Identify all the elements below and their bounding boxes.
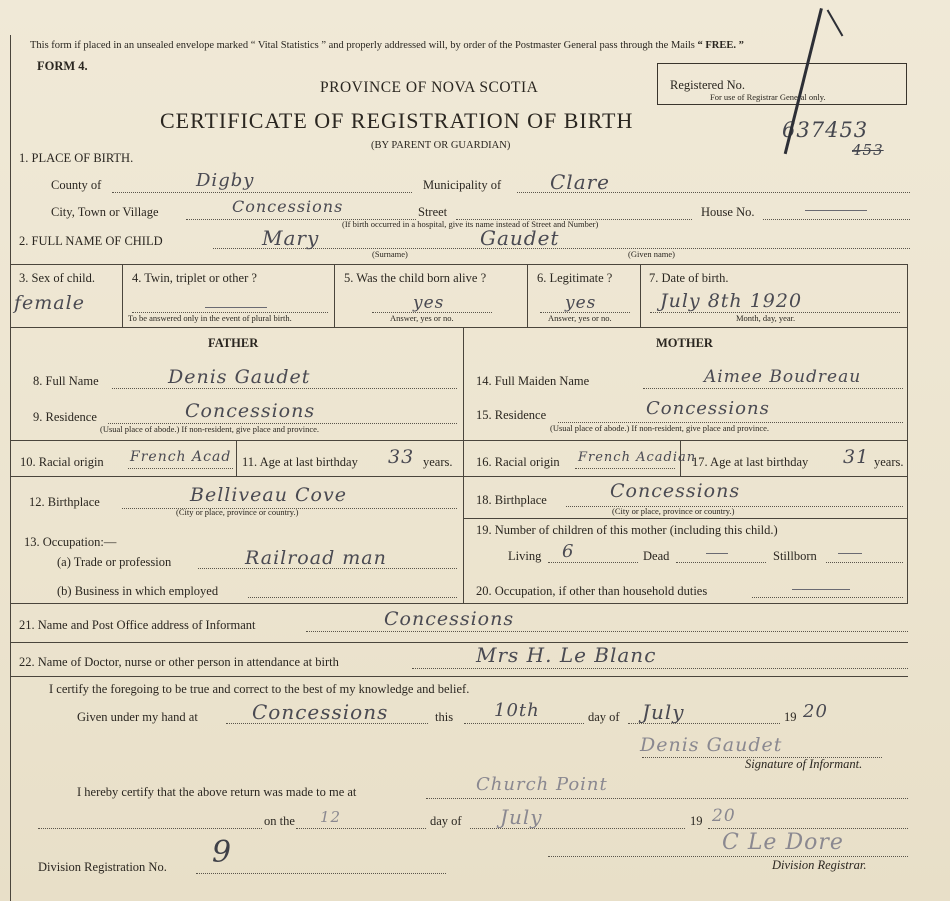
registrar-month-value: July <box>500 805 543 829</box>
certificate-title: CERTIFICATE OF REGISTRATION OF BIRTH <box>160 108 634 133</box>
mother-name-line <box>643 388 903 389</box>
mother-heading: MOTHER <box>656 336 713 350</box>
surname-note: (Surname) <box>372 249 408 259</box>
notice-post: and properly addressed will, by order of the Postmaster General pass through the Mails <box>328 40 695 51</box>
row3-bottom-rule <box>10 327 908 328</box>
registrar-year-line <box>708 828 908 829</box>
alive-value: yes <box>413 293 445 313</box>
legitimate-value: yes <box>565 293 597 313</box>
alive-label: 5. Was the child born alive ? <box>344 271 487 285</box>
father-racial-label: 10. Racial origin <box>20 455 104 469</box>
father-name-label: 8. Full Name <box>33 374 99 388</box>
given-day-line <box>464 723 584 724</box>
father-age-value: 33 <box>388 446 415 468</box>
father-birthplace-value: Belliveau Cove <box>190 484 347 506</box>
mother-occupation-label: 20. Occupation, if other than household duties <box>476 584 708 598</box>
living-label: Living <box>508 549 542 563</box>
given-month-value: July <box>642 700 685 724</box>
father-racial-line <box>128 468 233 469</box>
father-name-value: Denis Gaudet <box>168 366 311 388</box>
house-label: House No. <box>701 205 755 219</box>
child-surname-value: Mary <box>262 226 320 250</box>
mother-years: years. <box>874 455 904 469</box>
mother-mid-rule-2 <box>463 476 908 477</box>
father-heading: FATHER <box>208 336 259 350</box>
registrar-year-value: 20 <box>712 806 736 826</box>
row3-div-4 <box>640 264 641 327</box>
registrar-year-prefix: 19 <box>690 814 703 828</box>
living-value: 6 <box>562 541 575 562</box>
child-given-value: Gaudet <box>480 226 560 250</box>
alive-note: Answer, yes or no. <box>390 313 454 323</box>
informant-signature: Denis Gaudet <box>640 734 783 756</box>
registrar-statement: I hereby certify that the above return was made to me at <box>77 785 357 799</box>
certificate-subtitle: (BY PARENT OR GUARDIAN) <box>371 140 511 151</box>
father-racial-value: French Acad <box>130 449 232 465</box>
father-business-line <box>248 597 457 598</box>
registrar-on-the-label: on the <box>264 814 295 828</box>
father-years: years. <box>423 455 453 469</box>
given-place-value: Concessions <box>252 700 389 724</box>
registered-label: Registered No. <box>670 78 745 92</box>
municipality-label: Municipality of <box>423 178 502 192</box>
informant-label: 21. Name and Post Office address of Informant <box>19 618 256 632</box>
living-line <box>548 562 638 563</box>
doctor-rule <box>10 676 908 677</box>
stillborn-dash <box>838 553 862 554</box>
mother-name-label: 14. Full Maiden Name <box>476 374 590 388</box>
place-of-birth-heading: 1. PLACE OF BIRTH. <box>19 151 134 165</box>
father-trade-label: (a) Trade or profession <box>57 555 172 569</box>
mother-birthplace-value: Concessions <box>610 480 741 502</box>
child-name-label: 2. FULL NAME OF CHILD <box>19 234 163 248</box>
father-birthplace-label: 12. Birthplace <box>29 495 100 509</box>
dead-line <box>676 562 766 563</box>
division-registration-line <box>196 873 446 874</box>
certify-statement: I certify the foregoing to be true and correct to the best of my knowledge and belief. <box>49 682 470 696</box>
father-age-label: 11. Age at last birthday <box>242 455 358 469</box>
mother-occupation-line <box>752 597 903 598</box>
father-name-line <box>112 388 457 389</box>
mother-residence-note: (Usual place of abode.) If non-resident, give place and province. <box>550 423 770 433</box>
registrar-place-value: Church Point <box>476 774 608 795</box>
registrar-place-line <box>426 798 908 799</box>
sex-value: female <box>14 292 85 314</box>
sex-label: 3. Sex of child. <box>19 271 96 285</box>
given-note: (Given name) <box>628 249 675 259</box>
mother-residence-value: Concessions <box>646 398 770 419</box>
twin-label: 4. Twin, triplet or other ? <box>132 271 257 285</box>
province-heading: PROVINCE OF NOVA SCOTIA <box>320 79 539 96</box>
legitimate-label: 6. Legitimate ? <box>537 271 613 285</box>
informant-line <box>306 631 908 632</box>
doctor-value: Mrs H. Le Blanc <box>476 643 657 667</box>
dead-label: Dead <box>643 549 670 563</box>
twin-note: To be answered only in the event of plural birth. <box>128 313 292 323</box>
father-residence-value: Concessions <box>185 400 316 422</box>
parents-mid-rule-1 <box>10 440 908 441</box>
row3-div-3 <box>527 264 528 327</box>
form-number: FORM 4. <box>37 59 88 73</box>
informant-rule <box>10 642 908 643</box>
mother-age-value: 31 <box>843 446 870 468</box>
registrar-lead-line <box>38 828 262 829</box>
father-residence-note: (Usual place of abode.) If non-resident, give place and province. <box>100 424 320 434</box>
pen-stroke-tip <box>827 10 844 37</box>
registrar-signature-label: Division Registrar. <box>772 858 867 872</box>
this-label: this <box>435 710 454 724</box>
mother-racial-line <box>575 468 675 469</box>
row3-div-2 <box>334 264 335 327</box>
twin-dash <box>205 307 267 308</box>
doctor-line <box>412 668 908 669</box>
county-line <box>112 192 412 193</box>
county-label: County of <box>51 178 102 192</box>
given-year-prefix: 19 <box>784 710 797 724</box>
street-note: (If birth occurred in a hospital, give its name instead of Street and Number) <box>342 219 599 229</box>
given-year-value: 20 <box>803 701 828 722</box>
mother-mid-rule-3 <box>463 518 908 519</box>
division-registration-label: Division Registration No. <box>38 860 167 874</box>
street-label: Street <box>418 205 448 219</box>
mother-age-label: 17. Age at last birthday <box>692 455 809 469</box>
given-day-value: 10th <box>494 700 540 721</box>
informant-value: Concessions <box>384 608 515 630</box>
notice-pre: This form if placed in an unsealed envelope marked <box>30 40 249 51</box>
father-mid-rule-2 <box>10 476 463 477</box>
notice-free: “ FREE. ” <box>697 40 744 51</box>
father-residence-label: 9. Residence <box>33 410 97 424</box>
father-birthplace-note: (City or place, province or country.) <box>176 507 299 517</box>
dob-note: Month, day, year. <box>736 313 796 323</box>
struck-number: 453 <box>852 141 884 159</box>
notice-quote: “ Vital Statistics ” <box>250 40 327 51</box>
registered-note: For use of Registrar General only. <box>710 92 826 102</box>
house-line <box>763 219 910 220</box>
stillborn-label: Stillborn <box>773 549 817 563</box>
registrar-signature: C Le Dore <box>722 830 844 855</box>
father-business-label: (b) Business in which employed <box>57 584 219 598</box>
dob-value: July 8th 1920 <box>660 290 803 312</box>
registrar-day-line <box>296 828 426 829</box>
father-age-div <box>236 440 237 476</box>
row3-div-1 <box>122 264 123 327</box>
registrar-day-value: 12 <box>320 808 342 826</box>
informant-signature-label: Signature of Informant. <box>745 757 863 771</box>
county-value: Digby <box>196 170 255 191</box>
mother-racial-value: French Acadian <box>578 450 697 465</box>
row3-top-rule <box>10 264 908 265</box>
registered-box <box>657 63 907 105</box>
mother-racial-label: 16. Racial origin <box>476 455 560 469</box>
parents-right-edge <box>907 327 908 603</box>
mother-birthplace-label: 18. Birthplace <box>476 493 547 507</box>
city-label: City, Town or Village <box>51 205 159 219</box>
stillborn-line <box>826 562 903 563</box>
father-occupation-label: 13. Occupation:— <box>24 535 117 549</box>
given-day-of-label: day of <box>588 710 620 724</box>
dob-label: 7. Date of birth. <box>649 271 729 285</box>
house-dash <box>805 210 867 211</box>
left-border <box>10 35 11 901</box>
parents-divider <box>463 327 464 603</box>
mother-children-label: 19. Number of children of this mother (including this child.) <box>476 523 778 537</box>
doctor-label: 22. Name of Doctor, nurse or other person in attendance at birth <box>19 655 339 669</box>
mother-occupation-dash <box>792 589 850 590</box>
father-trade-value: Railroad man <box>245 547 387 569</box>
parents-bottom-rule <box>10 603 908 604</box>
mother-residence-label: 15. Residence <box>476 408 547 422</box>
city-value: Concessions <box>232 197 344 216</box>
division-registration-value: 9 <box>212 835 233 870</box>
mother-birthplace-note: (City or place, province or country.) <box>612 506 735 516</box>
given-under-label: Given under my hand at <box>77 710 198 724</box>
mother-name-value: Aimee Boudreau <box>704 367 862 387</box>
dead-dash <box>706 553 728 554</box>
legitimate-note: Answer, yes or no. <box>548 313 612 323</box>
registered-number: 637453 <box>782 118 869 142</box>
row3-right-edge <box>907 264 908 327</box>
registrar-signature-line <box>548 856 908 857</box>
registrar-day-of-label: day of <box>430 814 462 828</box>
mail-notice <box>30 40 744 51</box>
municipality-value: Clare <box>550 170 611 194</box>
